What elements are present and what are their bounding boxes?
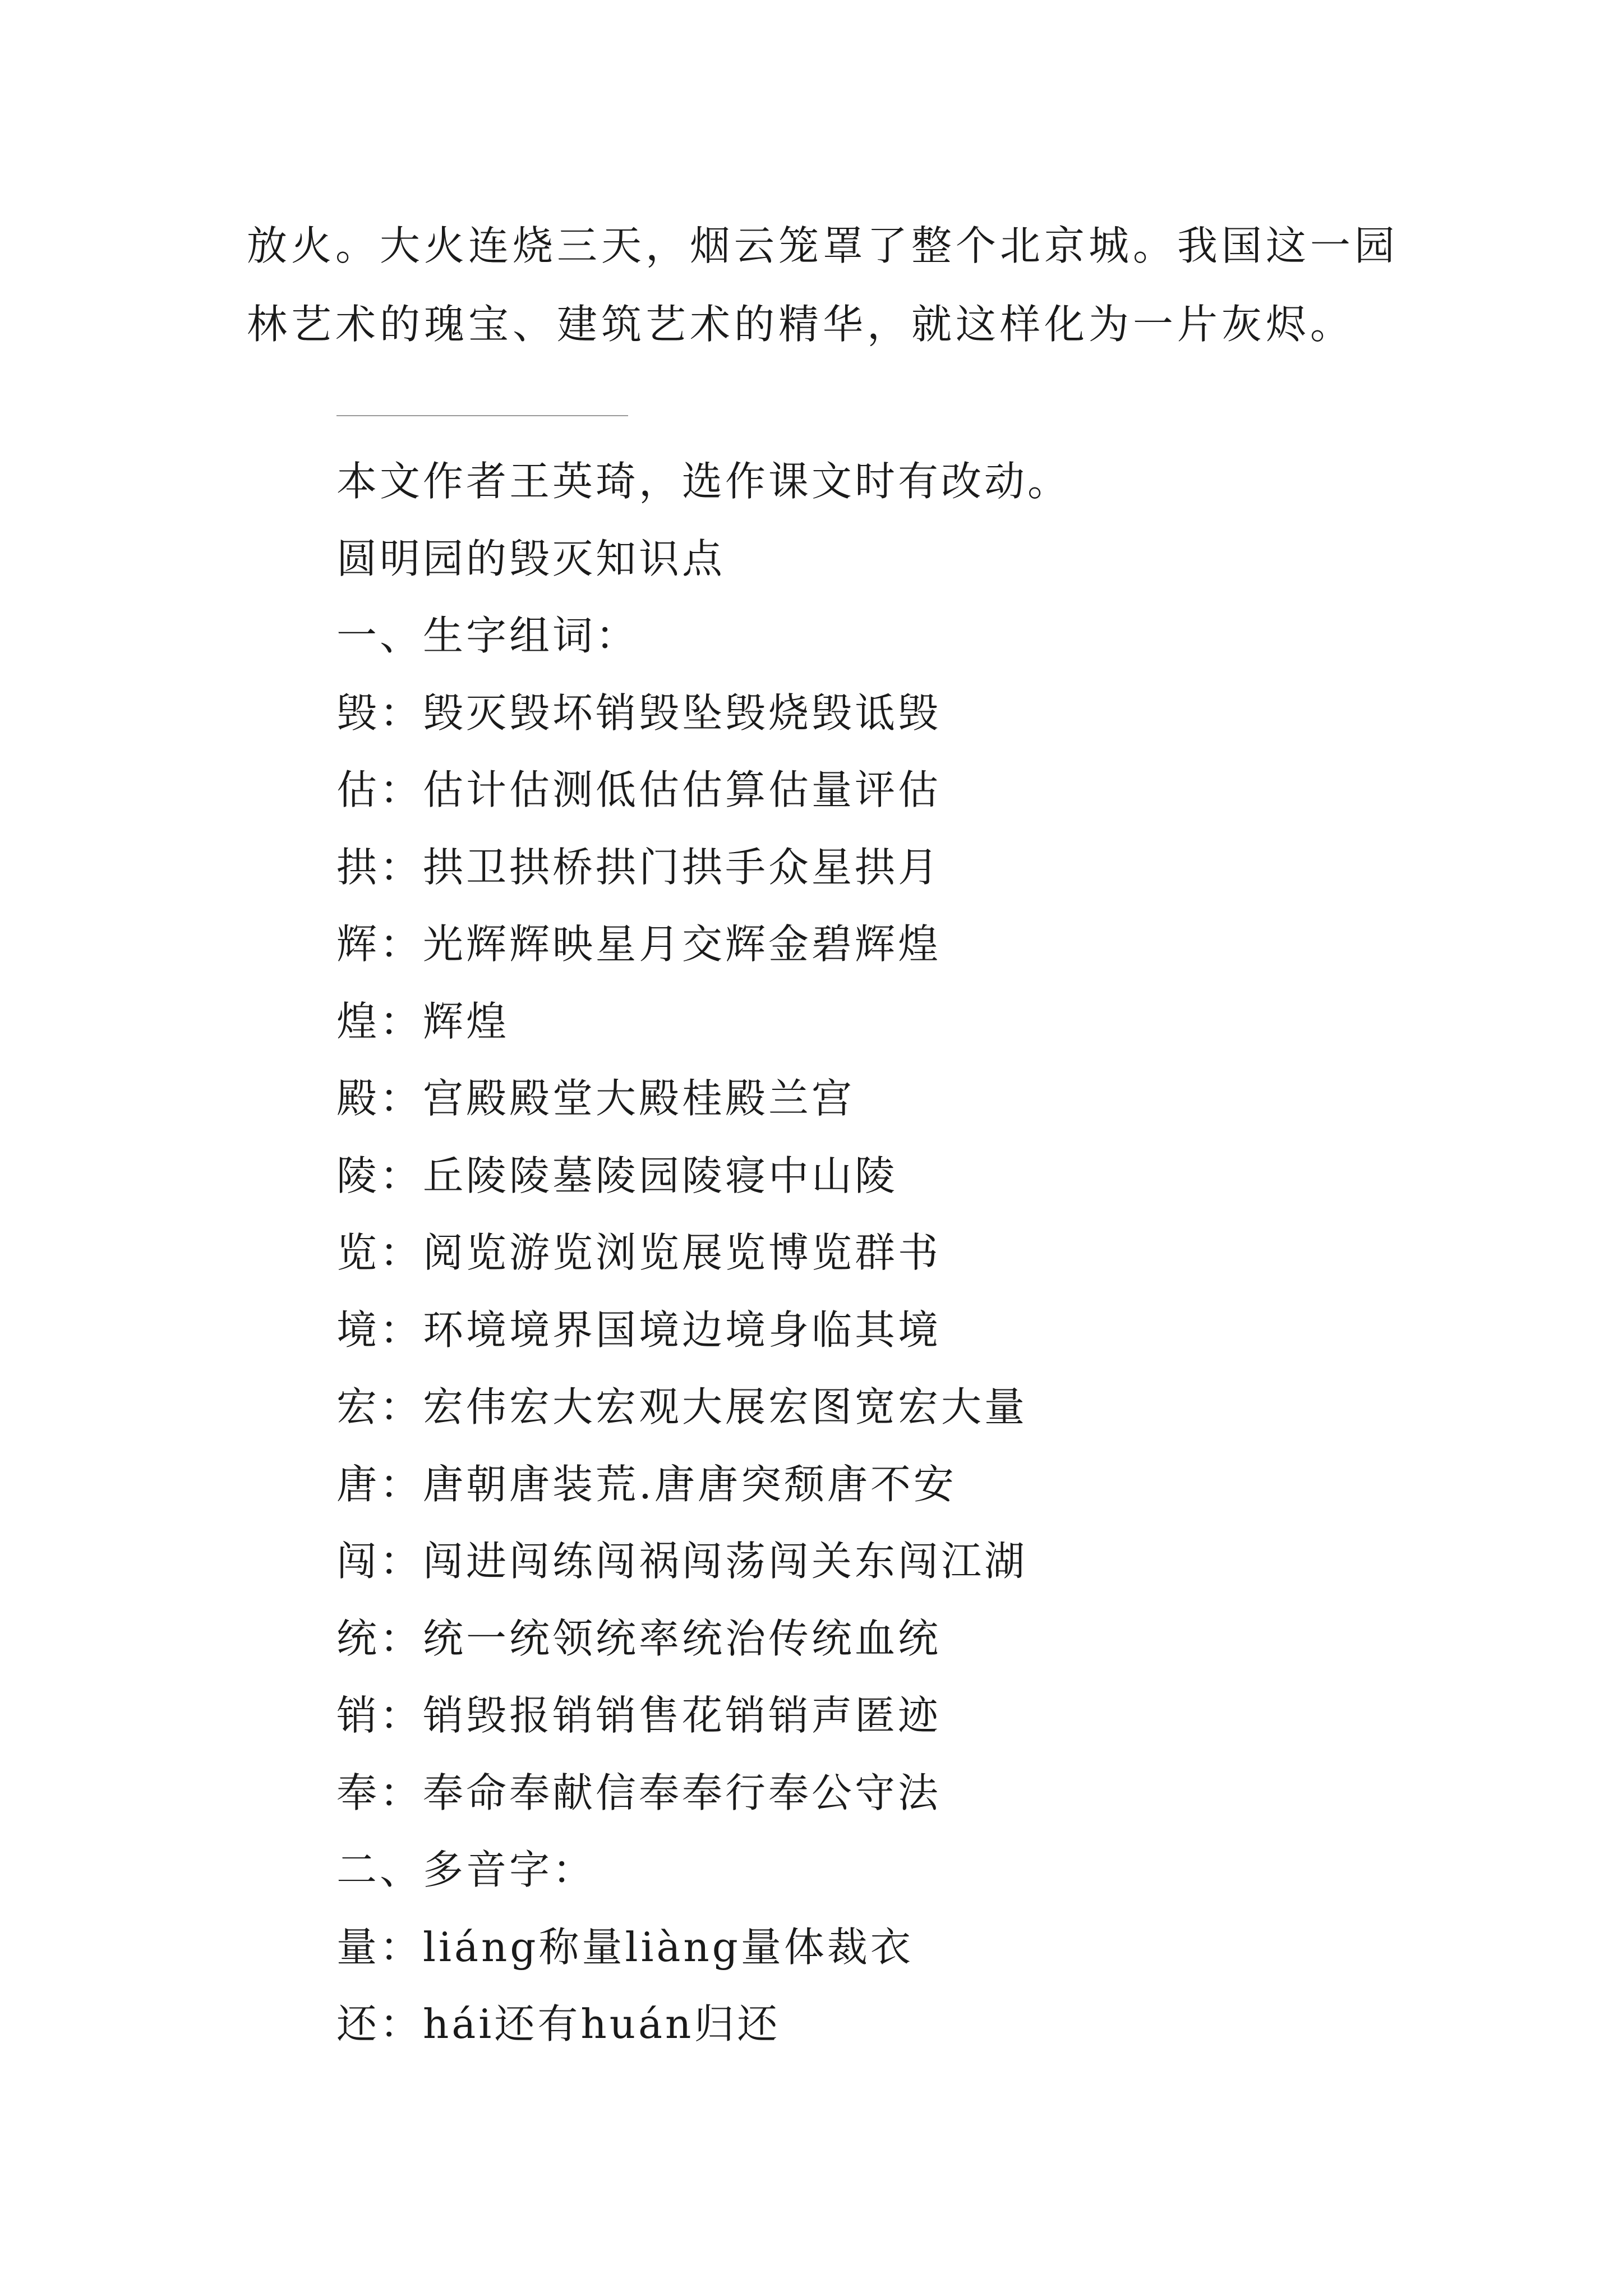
vocab-list	[336, 675, 1514, 1832]
polyphone-item: 量：liáng称量liàng量体裁衣	[336, 1923, 914, 1971]
vocab-item: 煌：辉煌	[336, 997, 510, 1045]
vocab-item: 销：销毁报销销售花销销声匿迹	[336, 1692, 942, 1739]
vocab-item: 唐：唐朝唐装荒.唐唐突颓唐不安	[336, 1460, 957, 1508]
vocab-item: 拱：拱卫拱桥拱门拱手众星拱月	[336, 843, 942, 891]
vocab-item: 毁：毁灭毁坏销毁坠毁烧毁诋毁	[336, 689, 942, 737]
intro-line: 放火。大火连烧三天，烟云笼罩了整个北京城。我国这一园	[247, 222, 1399, 269]
intro-paragraph	[247, 206, 1402, 364]
footnote-divider	[336, 415, 628, 416]
vocab-item: 陵：丘陵陵墓陵园陵寝中山陵	[336, 1152, 898, 1199]
vocab-item: 估：估计估测低估估算估量评估	[336, 766, 942, 813]
vocab-item: 统：统一统领统率统治传统血统	[336, 1614, 942, 1662]
polyphone-item: 还：hái还有huán归还	[336, 2000, 781, 2047]
intro-line: 林艺术的瑰宝、建筑艺术的精华，就这样化为一片灰烬。	[247, 301, 1355, 348]
vocab-item: 宏：宏伟宏大宏观大展宏图宽宏大量	[336, 1383, 1028, 1430]
vocab-item: 奉：奉命奉献信奉奉行奉公守法	[336, 1769, 942, 1816]
notes-section	[336, 443, 1514, 2063]
vocab-item: 境：环境境界国境边境身临其境	[336, 1306, 942, 1354]
section-title: 圆明园的毁灭知识点	[336, 535, 726, 582]
vocab-item: 殿：宫殿殿堂大殿桂殿兰宫	[336, 1075, 855, 1122]
heading-polyphones: 二、多音字：	[336, 1846, 596, 1893]
vocab-item: 览：阅览游览浏览展览博览群书	[336, 1229, 942, 1276]
vocab-item: 闯：闯进闯练闯祸闯荡闯关东闯江湖	[336, 1538, 1028, 1585]
heading-vocab: 一、生字组词：	[336, 612, 639, 659]
vocab-item: 辉：光辉辉映星月交辉金碧辉煌	[336, 921, 942, 968]
polyphone-list	[336, 1909, 1514, 2063]
footnote: 本文作者王英琦，选作课文时有改动。	[336, 458, 1071, 505]
